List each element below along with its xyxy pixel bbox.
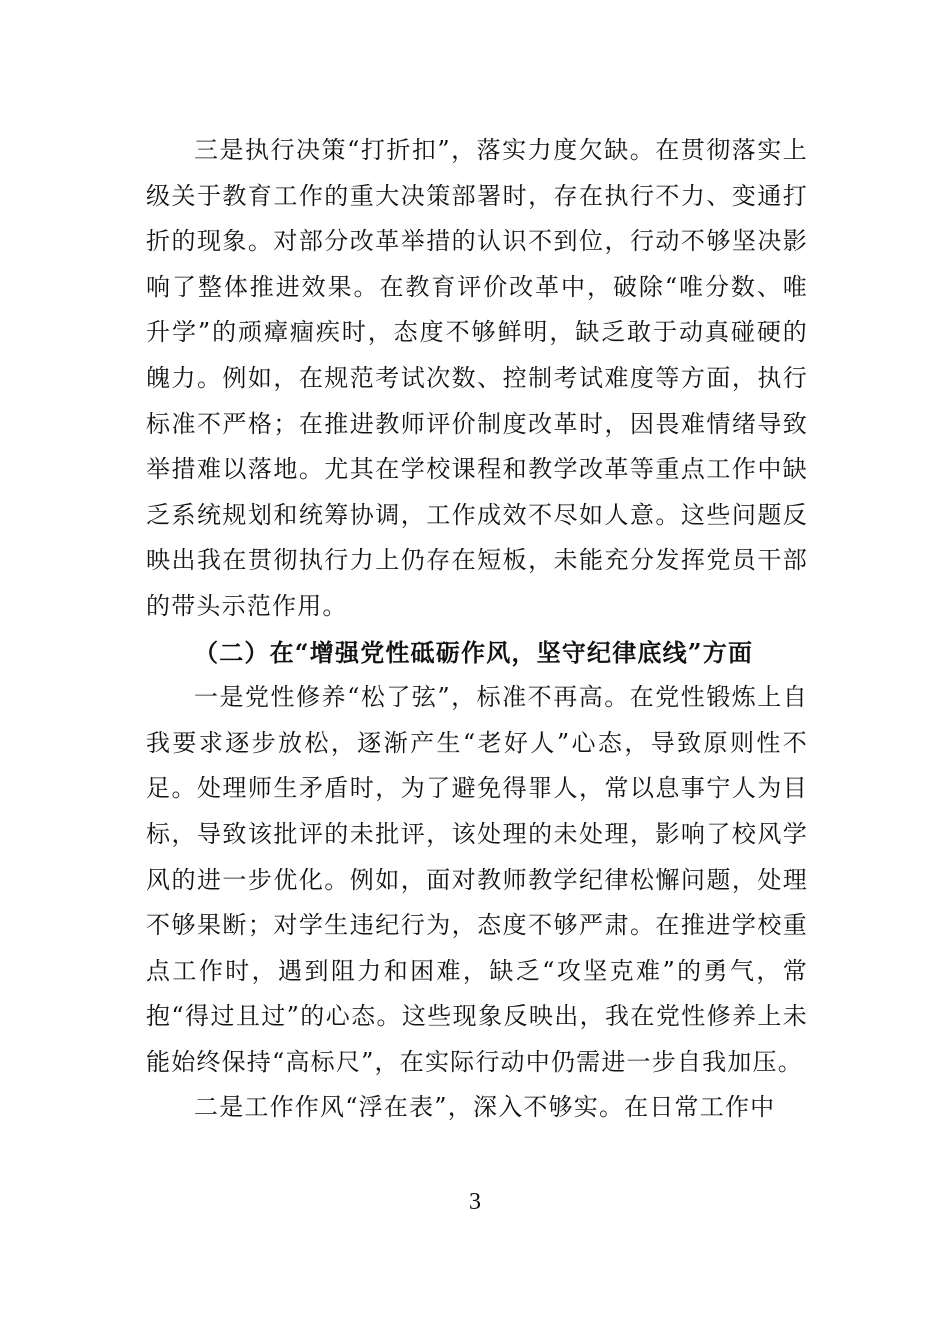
paragraph-execution: 三是执行决策“打折扣”，落实力度欠缺。在贯彻落实上级关于教育工作的重大决策部署时，存在执行不力、变通打折的现象。对部分改革举措的认识不到位，行动不够坚决影响了整体推进效果。在教育评价改革中，破除“唯分数、唯升学”的顽瘴痼疾时，态度不够鲜明，缺乏敢于动真碰硬的魄力。例如，在规范考试次数、控制考试难度等方面，执行标准不严格；在推进教师评价制度改革时，因畏难情绪导致举措难以落地。尤其在学校课程和教学改革等重点工作中缺乏系统规划和统筹协调，工作成效不尽如人意。这些问题反映出我在贯彻执行力上仍存在短板，未能充分发挥党员干部的带头示范作用。	[146, 136, 808, 620]
page-number: 3	[469, 1189, 481, 1215]
section-heading: （二）在“增强党性砥砺作风，坚守纪律底线”方面	[194, 637, 754, 667]
document-body	[146, 128, 808, 1131]
paragraph-work-style: 二是工作作风“浮在表”，深入不够实。在日常工作中	[194, 1093, 776, 1122]
paragraph-party-spirit: 一是党性修养“松了弦”，标准不再高。在党性锻炼上自我要求逐步放松，逐渐产生“老好人”心态，导致原则性不足。处理师生矛盾时，为了避免得罪人，常以息事宁人为目标，导致该批评的未批评，该处理的未处理，影响了校风学风的进一步优化。例如，面对教师教学纪律松懈问题，处理不够果断；对学生违纪行为，态度不够严肃。在推进学校重点工作时，遇到阻力和困难，缺乏“攻坚克难”的勇气，常抱“得过且过”的心态。这些现象反映出，我在党性修养上未能始终保持“高标尺”，在实际行动中仍需进一步自我加压。	[146, 683, 808, 1076]
